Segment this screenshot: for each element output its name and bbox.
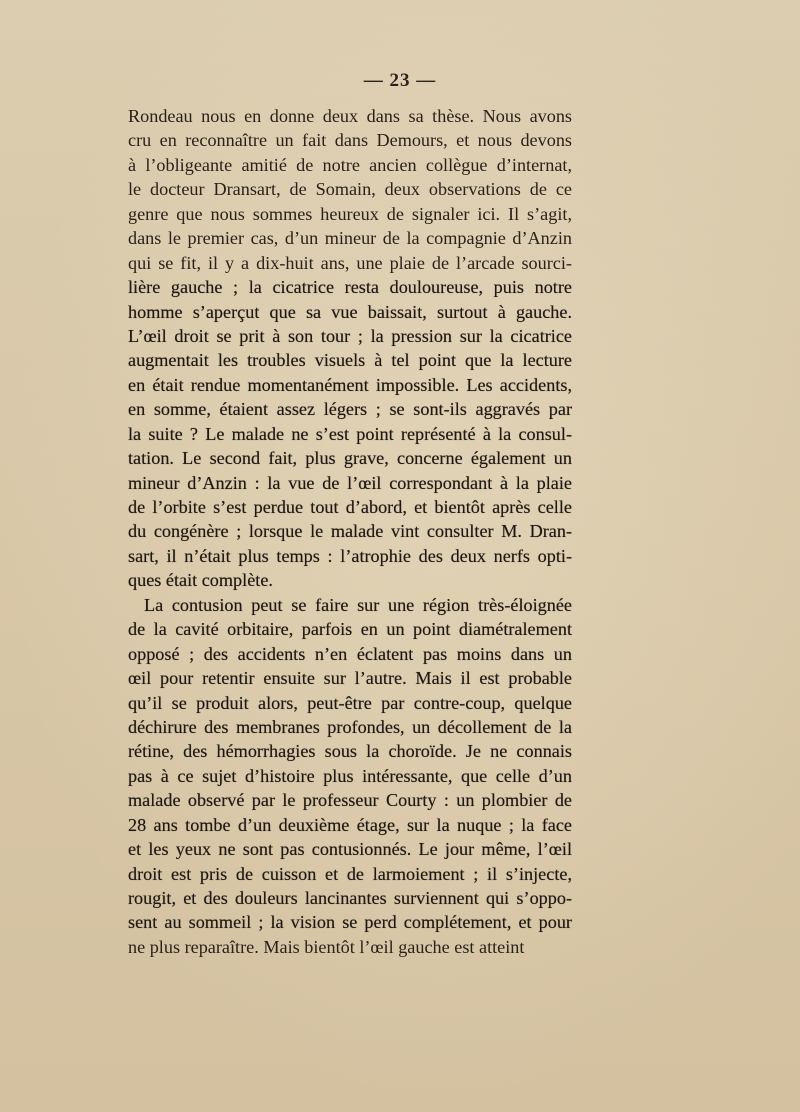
text-line: en somme, étaient assez légers ; se sont-ils aggravés par [128,399,572,420]
text-line: lière gauche ; la cicatrice resta douloureuse, puis notre [128,277,572,298]
text-line: du congénère ; lorsque le malade vint consulter M. Dran- [128,521,572,542]
text-line: 28 ans tombe d’un deuxième étage, sur la nuque ; la face [128,814,572,835]
text-line: La contusion peut se faire sur une région très-éloignée [144,594,572,615]
text-line: augmentait les troubles visuels à tel point que la lecture [128,350,572,371]
text-line: œil pour retentir ensuite sur l’autre. Mais il est probable [128,668,572,689]
text-line: et les yeux ne sont pas contusionnés. Le jour même, l’œil [128,839,572,860]
text-line: malade observé par le professeur Courty : un plombier de [128,790,572,811]
text-line: de la cavité orbitaire, parfois en un point diamétralement [128,619,572,640]
page-number: — 23 — [363,70,437,91]
text-line: L’œil droit se prit à son tour ; la pression sur la cicatrice [128,325,572,346]
text-line: qu’il se produit alors, peut-être par contre-coup, quelque [128,692,572,713]
text-line: en était rendue momentanément impossible. Les accidents, [128,374,572,395]
text-line: de l’orbite s’est perdue tout d’abord, et bientôt après celle [128,497,572,517]
text-line: opposé ; des accidents n’en éclatent pas moins dans un [128,643,572,664]
text-line: qui se fit, il y a dix-huit ans, une plaie de l’arcade sourci- [128,252,572,273]
text-line: à l’obligeante amitié de notre ancien collègue d’internat, [128,154,572,175]
text-line: Rondeau nous en donne deux dans sa thèse. Nous avons [128,106,572,126]
text-line: dans le premier cas, d’un mineur de la compagnie d’Anzin [128,228,572,249]
text-line: genre que nous sommes heureux de signaler ici. Il s’agit, [128,203,572,224]
text-line: déchirure des membranes profondes, un décollement de la [128,716,572,737]
text-line: homme s’aperçut que sa vue baissait, surtout à gauche. [128,301,572,322]
text-line: cru en reconnaître un fait dans Demours, et nous devons [128,130,572,151]
text-line: droit est pris de cuisson et de larmoiement ; il s’injecte, [128,863,572,884]
text-line: la suite ? Le malade ne s’est point représenté à la consul- [128,423,572,444]
text-line: tation. Le second fait, plus grave, concerne également un [128,448,572,469]
text-line: pas à ce sujet d’histoire plus intéressante, que celle d’un [128,765,572,786]
text-line: mineur d’Anzin : la vue de l’œil correspondant à la plaie [128,472,572,493]
text-line: sart, il n’était plus temps : l’atrophie des deux nerfs opti- [128,545,572,566]
text-line: le docteur Dransart, de Somain, deux observations de ce [128,179,572,200]
body-text [128,104,572,959]
text-line: ques était complète. [128,570,273,591]
text-line: rougit, et des douleurs lancinantes surviennent qui s’oppo- [128,888,572,908]
text-line: ne plus reparaître. Mais bientôt l’œil gauche est atteint [128,936,525,957]
text-line: rétine, des hémorrhagies sous la choroïde. Je ne connais [128,741,572,762]
text-line: sent au sommeil ; la vision se perd complétement, et pour [128,912,572,933]
